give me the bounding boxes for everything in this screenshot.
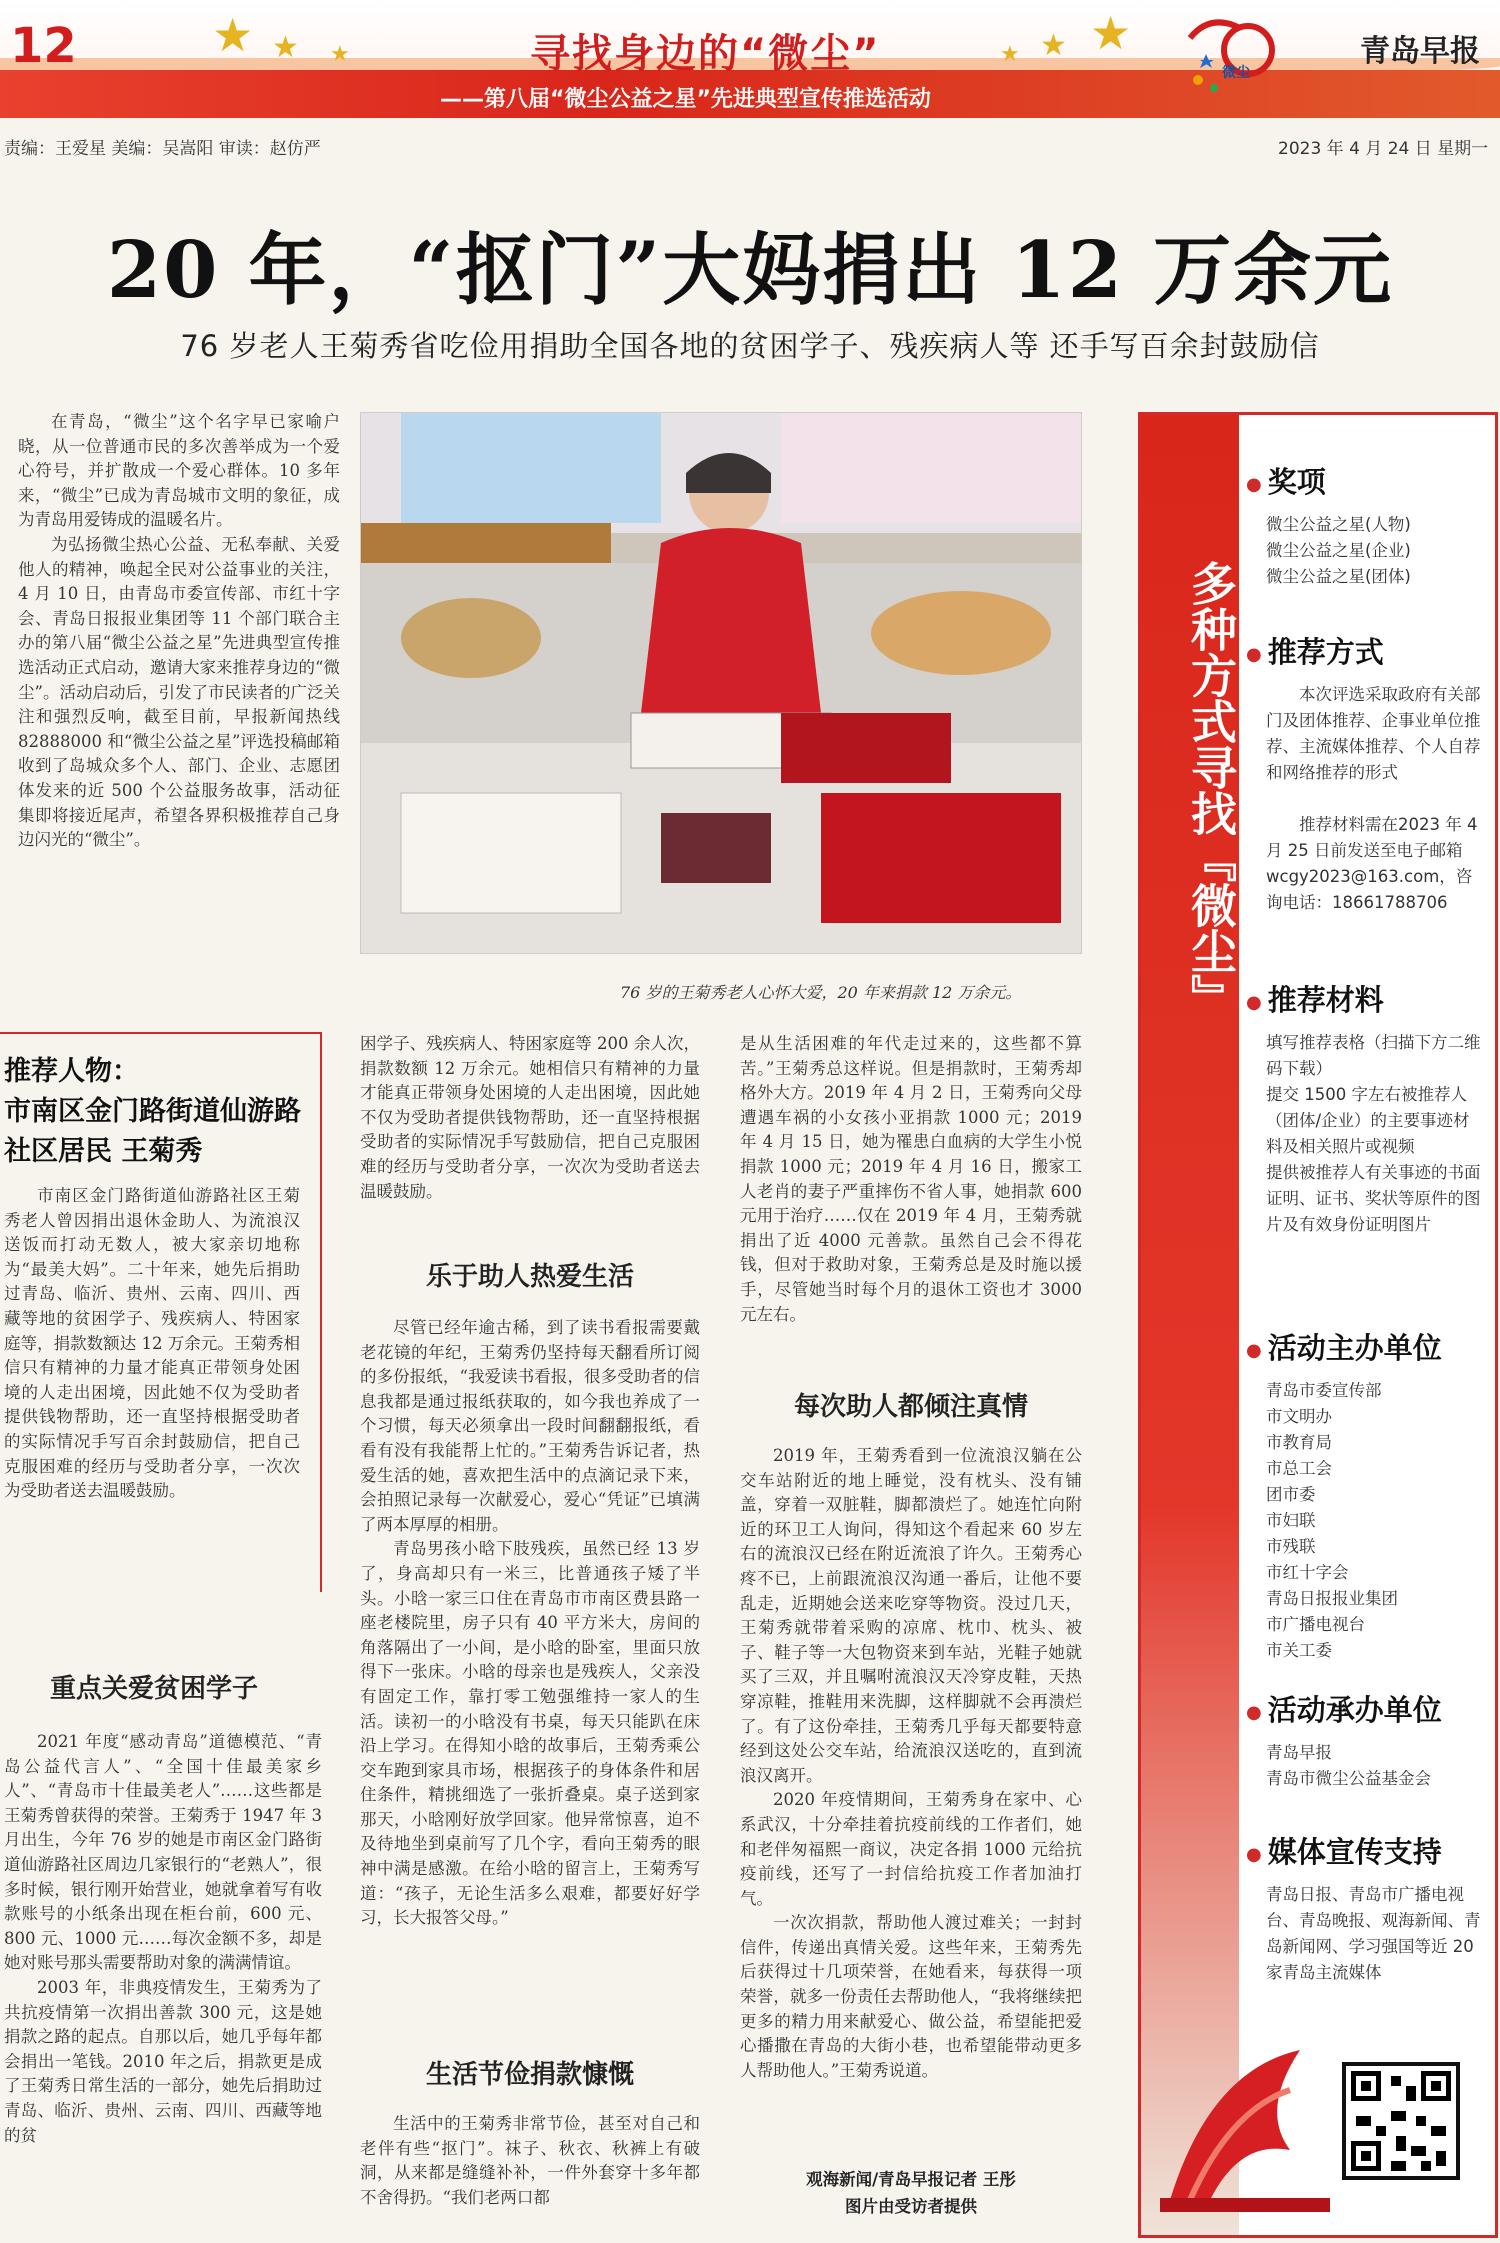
may-fourth-monument-icon [1150, 2030, 1340, 2230]
weichen-logo-icon [1170, 8, 1280, 98]
organizer-item: 市总工会 [1266, 1459, 1332, 1478]
sidebar-vertical-title: 多种方式寻找『微尘』 [1184, 560, 1238, 1020]
organizer-item: 市残联 [1266, 1537, 1316, 1556]
star-icon: ★ [272, 30, 299, 65]
column-3 [740, 1032, 1082, 1327]
paragraph: 一次次捐款，帮助他人渡过难关；一封封信件，传递出真情关爱。这些年来，王菊秀先后获得过十几项荣誉，在她看来，每获得一项荣誉，就多一份责任去帮助他人，“我将继续把更多的精力用来献爱心、做公益，希望能把爱心播撒在青岛的大街小巷，也希望能带动更多人帮助他人。”王菊秀说道。 [740, 1913, 1082, 2080]
award-item: 微尘公益之星(团体) [1266, 567, 1411, 586]
media-text: 青岛日报、青岛市广播电视台、青岛晚报、观海新闻、青岛新闻网、学习强国等近 20 家青岛主流媒体 [1266, 1885, 1481, 1982]
paragraph: 生活中的王菊秀非常节俭，甚至对自己和老伴有些“抠门”。袜子、秋衣、秋裤上有破洞，从来都是缝缝补补，一件外套穿十多年都不舍得扔。“我们老两口都 [360, 2114, 700, 2207]
section-title-students: 重点关爱贫困学子 [49, 1674, 258, 1704]
page-number: 12 [10, 18, 77, 74]
organizer-item: 市文明办 [1266, 1407, 1332, 1426]
banner-title: 寻找身边的“微尘” [530, 31, 881, 77]
newspaper-name: 青岛早报 [1360, 34, 1480, 69]
undertaker-heading: ● 活动承办单位 [1246, 1688, 1442, 1729]
column-1 [4, 1184, 300, 1504]
undertaker-item: 青岛早报 [1266, 1743, 1332, 1762]
method-contact: 推荐材料需在2023 年 4 月 25 日前发送至电子邮箱 wcgy2023@163.com，咨询电话：18661788706 [1266, 815, 1478, 912]
logo-label: 微尘 [1222, 65, 1250, 81]
organizer-item: 青岛市委宣传部 [1266, 1381, 1382, 1400]
paragraph: 2019 年，王菊秀看到一位流浪汉躺在公交车站附近的地上睡觉，没有枕头、没有铺盖，穿着一双脏鞋，脚都溃烂了。她连忙向附近的环卫工人询问，得知这个看起来 60 岁左右的流浪汉已经在附近流浪了许久。王菊秀心疼不已，上前跟流浪汉沟通一番后，让他不要乱走，近期她会送来吃穿等物资。没过几天，王菊秀就带着采购的凉席、枕巾、枕头、被子、鞋子等一大包物资来到车站，光鞋子她就买了三双，并且嘱咐流浪汉天冷穿皮鞋，天热穿凉鞋，推鞋用来洗脚，这样脚就不会再溃烂了。有了这份牵挂，王菊秀几乎每天都要特意经到这处公交车站，给流浪汉送吃的，直到流浪汉离开。 [740, 1446, 1082, 1785]
organizer-item: 市妇联 [1266, 1511, 1316, 1530]
section-title-sincere: 每次助人都倾注真情 [793, 1392, 1028, 1422]
material-text: 填写推荐表格（扫描下方二维码下载） 提交 1500 字左右被推荐人（团体/企业）的主要事迹材料及相关照片或视频 提供被推荐人有关事迹的书面证明、证书、奖状等原件的图片及有效身份证明图片 [1266, 1033, 1481, 1234]
recommended-person [4, 1052, 324, 1172]
intro-paragraph: 在青岛，“微尘”这个名字早已家喻户晓，从一位普通市民的多次善举成为一个爱心符号，并扩散成一个爱心群体。10 多年来，“微尘”已成为青岛城市文明的象征，成为青岛用爱铸成的温暖名片。 [18, 412, 340, 530]
photo-caption: 76 岁的王菊秀老人心怀大爱，20 年来捐款 12 万余元。 [620, 983, 1022, 1002]
editor-credits: 责编：王爱星 美编：吴嵩阳 审读：赵仿严 [4, 139, 321, 159]
awards-list [1266, 512, 1486, 590]
undertaker-item: 青岛市微尘公益基金会 [1266, 1769, 1431, 1788]
material-heading: ● 推荐材料 [1246, 978, 1384, 1019]
method-heading: ● 推荐方式 [1246, 630, 1384, 671]
award-item: 微尘公益之星(企业) [1266, 541, 1411, 560]
organizer-item: 市广播电视台 [1266, 1615, 1365, 1634]
column-2b [360, 1316, 700, 1931]
intro-paragraph: 为弘扬微尘热心公益、无私奉献、关爱他人的精神，唤起全民对公益事业的关注，4 月 10 日，由青岛市委宣传部、市红十字会、青岛日报报业集团等 11 个部门联合主办的第八届“微尘公益之星”先进典型宣传推选活动正式启动，邀请大家来推荐身边的“微尘”。活动启动后，引发了市民读者的广泛关注和强烈反响，截至目前，早报新闻热线 82888000 和“微尘公益之星”评选投稿邮箱收到了岛城众多个人、部门、企业、志愿团体发来的近 500 个公益服务故事，活动征集即将接近尾声，希望各界积极推荐自己身边闪光的“微尘”。 [18, 534, 340, 850]
column-3b [740, 1444, 1082, 2083]
recommended-name: 市南区金门路街道仙游路社区居民 王菊秀 [4, 1096, 301, 1167]
column-2c [360, 2112, 700, 2210]
section-title-life: 乐于助人热爱生活 [425, 1262, 634, 1292]
paragraph: 2020 年疫情期间，王菊秀身在家中、心系武汉，十分牵挂着抗疫前线的工作者们，她和老伴匆福熙一商议，决定各捐 1000 元给抗疫前线，还写了一封信给抗疫工作者加油打气。 [740, 1790, 1082, 1908]
method-text: 本次评选采取政府有关部门及团体推荐、企事业单位推荐、主流媒体推荐、个人自荐和网络推荐的形式 [1266, 685, 1481, 782]
qr-code-icon[interactable] [1342, 2062, 1460, 2180]
column-2 [360, 1032, 700, 1204]
section-title-frugal: 生活节俭捐款慷慨 [425, 2060, 634, 2090]
paragraph: 2021 年度“感动青岛”道德模范、“青岛公益代言人”、“全国十佳最美家乡人”、“青岛市十佳最美老人”……这些都是王菊秀曾获得的荣誉。王菊秀于 1947 年 3 月出生，今年 76 岁的她是市南区金门路街道仙游路社区周边几家银行的“老熟人”，很多时候，银行刚开始营业，她就拿着写有收款账号的小纸条出现在柜台前，600 元、800 元、1000 元……每次金额不多，却是她对账号那头需要帮助对象的满满情谊。 [4, 1732, 322, 1973]
organizer-heading: ● 活动主办单位 [1246, 1326, 1442, 1367]
organizer-item: 市关工委 [1266, 1641, 1332, 1660]
intro-column [18, 410, 340, 853]
article-photo [360, 412, 1082, 954]
star-icon: ★ [212, 8, 254, 62]
undertaker-list [1266, 1740, 1486, 1792]
byline: 观海新闻/青岛早报记者 王彤 图片由受访者提供 [806, 2170, 1016, 2216]
paragraph: 尽管已经年逾古稀，到了读书看报需要戴老花镜的年纪，王菊秀仍坚持每天翻看所订阅的多份报纸，“我爱读书看报，很多受助者的信息我都是通过报纸获取的，如今我也养成了一个习惯，每天必须拿出一段时间翻翻报纸，看看有没有我能帮上忙的。”王菊秀告诉记者，热爱生活的她，喜欢把生活中的点滴记录下来，会拍照记录每一次献爱心，爱心“凭证”已填满了两本厚厚的相册。 [360, 1318, 700, 1534]
headline: 20 年，“抠门”大妈捐出 12 万余元 [106, 225, 1394, 316]
paragraph: 青岛男孩小晗下肢残疾，虽然已经 13 岁了，身高却只有一米三，比普通孩子矮了半头。小晗一家三口住在青岛市市南区费县路一座老楼院里，房子只有 40 平方米大，房间的角落隔出了一小间，是小晗的卧室，里面只放得下一张床。小晗的母亲也是残疾人，父亲没有固定工作，靠打零工勉强维持一家人的生活。读初一的小晗没有书桌，每天只能趴在床沿上学习。在得知小晗的故事后，王菊秀乘公交车跑到家具市场，根据孩子的身体条件和居住条件，精挑细选了一张折叠桌。桌子送到家那天，小晗刚好放学回家。他异常惊喜，迫不及待地坐到桌前写了几个字，看向王菊秀的眼神中满是感激。在给小晗的留言上，王菊秀写道：“孩子，无论生活多么艰难，都要好好学习，长大报答父母。” [360, 1539, 700, 1928]
organizer-item: 青岛日报报业集团 [1266, 1589, 1398, 1608]
star-icon: ★ [1000, 42, 1020, 67]
paragraph: 2003 年，非典疫情发生，王菊秀为了共抗疫情第一次捐出善款 300 元，这是她捐款之路的起点。自那以后，她几乎每年都会捐出一笔钱。2010 年之后，捐款更是成了王菊秀日常生活的一部分，她先后捐助过青岛、临沂、贵州、云南、四川、西藏等地的贫 [4, 1977, 322, 2145]
organizer-item: 市红十字会 [1266, 1563, 1349, 1582]
subheadline: 76 岁老人王菊秀省吃俭用捐助全国各地的贫困学子、残疾病人等 还手写百余封鼓励信 [180, 329, 1320, 363]
paragraph: 市南区金门路街道仙游路社区王菊秀老人曾因捐出退休金助人、为流浪汉送饭而打动无数人，被大家亲切地称为“最美大妈”。二十年来，她先后捐助过青岛、临沂、贵州、云南、四川、西藏等地的贫困学子、残疾病人、特困家庭等，捐款数额达 12 万余元。王菊秀相信只有精神的力量才能真正带领身处困境的人走出困境，因此她不仅为受助者提供钱物帮助，还一直坚持根据受助者的实际情况手写百余封鼓励信，把自己克服困难的经历与受助者分享，一次次为受助者送去温暖鼓励。 [4, 1186, 300, 1501]
star-icon: ★ [1040, 28, 1067, 63]
column-1b [4, 1730, 322, 2148]
organizer-item: 市教育局 [1266, 1433, 1332, 1452]
awards-heading: ● 奖项 [1246, 460, 1326, 501]
award-item: 微尘公益之星(人物) [1266, 515, 1411, 534]
star-icon: ★ [330, 42, 350, 67]
star-icon: ★ [1090, 6, 1132, 60]
issue-date: 2023 年 4 月 24 日 星期一 [1278, 139, 1489, 159]
organizer-item: 团市委 [1266, 1485, 1316, 1504]
banner-subtitle: ——第八届“微尘公益之星”先进典型宣传推选活动 [440, 87, 931, 112]
media-heading: ● 媒体宣传支持 [1246, 1830, 1442, 1871]
organizer-list [1266, 1378, 1486, 1664]
paragraph: 困学子、残疾病人、特困家庭等 200 余人次，捐款数额 12 万余元。她相信只有精神的力量才能真正带领身处困境的人走出困境，因此她不仅为受助者提供钱物帮助，还一直坚持根据受助者的实际情况手写鼓励信，把自己克服困难的经历与受助者分享，一次次为受助者送去温暖鼓励。 [360, 1034, 700, 1201]
paragraph: 是从生活困难的年代走过来的，这些都不算苦。”王菊秀总这样说。但是捐款时，王菊秀却格外大方。2019 年 4 月 2 日，王菊秀向父母遭遇车祸的小女孩小亚捐款 1000 元；2019 年 4 月 15 日，她为罹患白血病的大学生小悦捐款 1000 元；2019 年 4 月 16 日，搬家工人老肖的妻子严重摔伤不省人事，她捐款 600 元用于治疗……仅在 2019 年 4 月，王菊秀就捐出了近 4000 元善款。虽然自己会不得花钱，但对于救助对象，王菊秀总是及时施以援手，尽管她当时每个月的退休工资也才 3000 元左右。 [740, 1034, 1082, 1324]
recommended-label: 推荐人物： [4, 1056, 139, 1087]
